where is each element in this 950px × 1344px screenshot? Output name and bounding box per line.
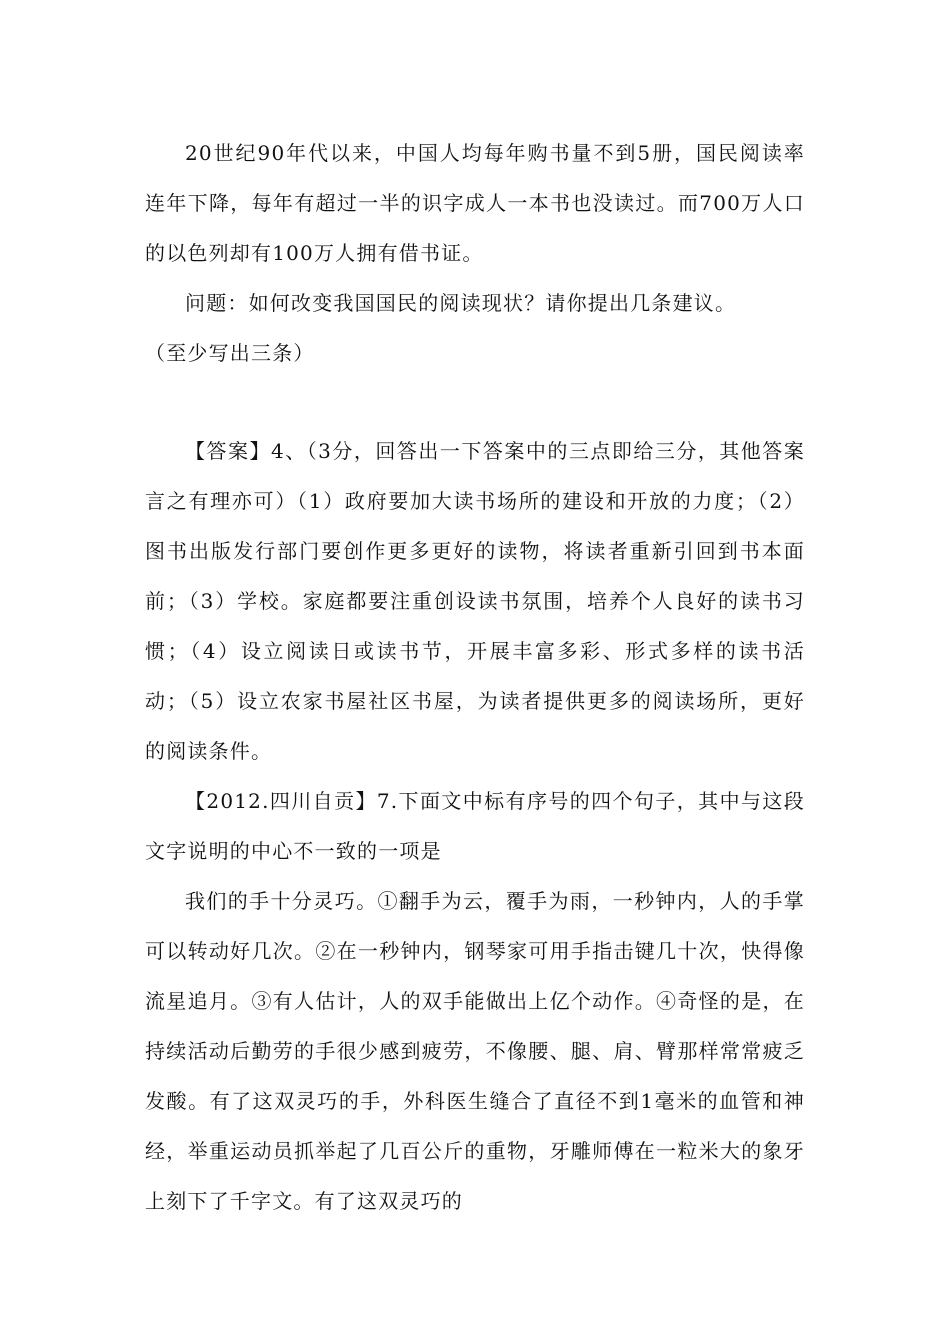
passage-paragraph: 20世纪90年代以来，中国人均每年购书量不到5册，国民阅读率连年下降，每年有超过一半的识字成人一本书也没读过。而700万人口的以色列却有100万人拥有借书证。 (145, 141, 805, 265)
question-paragraph: 问题：如何改变我国国民的阅读现状？请你提出几条建议。 (185, 291, 737, 315)
answer-section (145, 426, 805, 1226)
reading-passage (145, 128, 805, 378)
question-note: （至少写出三条） (145, 341, 315, 365)
answer-paragraph: 【答案】4、（3分，回答出一下答案中的三点即给三分，其他答案言之有理亦可）（1）政府要加大读书场所的建设和开放的力度；（2）图书出版发行部门要创作更多更好的读物，将读者重新引回到书本面前；（3）学校。家庭都要注重创设读书氛围，培养个人良好的读书习惯；（4）设立阅读日或读书节，开展丰富多彩、形式多样的读书活动；（5）设立农家书屋社区书屋，为读者提供更多的阅读场所，更好的阅读条件。 (145, 439, 805, 763)
exam-question-paragraph: 【2012.四川自贡】7.下面文中标有序号的四个句子，其中与这段文字说明的中心不一致的一项是 (145, 789, 805, 863)
exam-passage-paragraph: 我们的手十分灵巧。①翻手为云，覆手为雨，一秒钟内，人的手掌可以转动好几次。②在一秒钟内，钢琴家可用手指击键几十次，快得像流星追月。③有人估计，人的双手能做出上亿个动作。④奇怪的是，在持续活动后勤劳的手很少感到疲劳，不像腰、腿、肩、臂那样常常疲乏发酸。有了这双灵巧的手，外科医生缝合了直径不到1毫米的血管和神经，举重运动员抓举起了几百公斤的重物，牙雕师傅在一粒米大的象牙上刻下了千字文。有了这双灵巧的 (145, 889, 805, 1213)
